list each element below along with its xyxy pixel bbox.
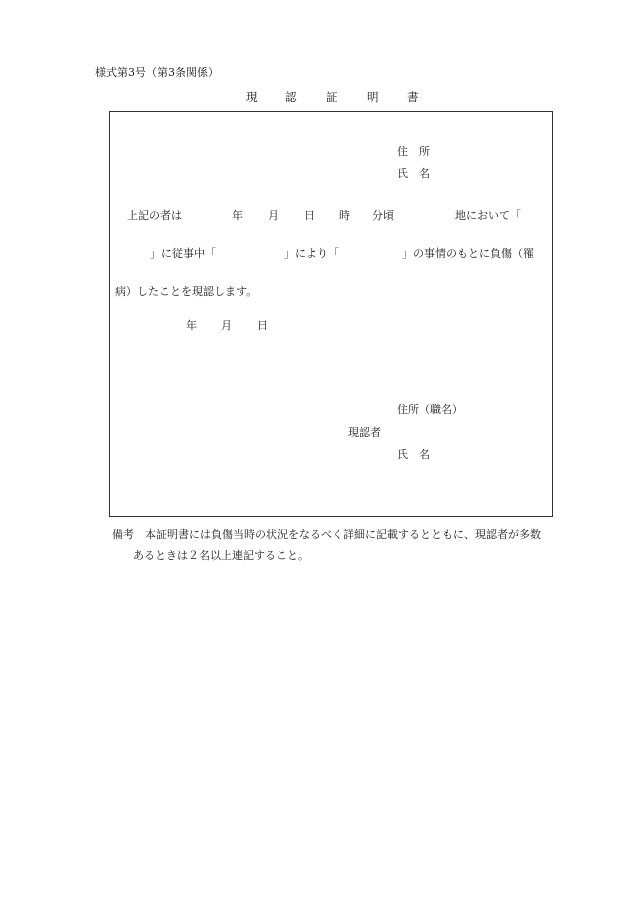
certificate-frame (109, 111, 553, 517)
body-hour: 時 (339, 209, 350, 222)
witness-address-label: 住所（職名） (397, 403, 463, 416)
body-line1-start: 上記の者は (127, 209, 182, 222)
body-occupation: 」に従事中「 (150, 247, 216, 260)
body-circumstance: 」の事情のもとに負傷（罹 (402, 247, 534, 260)
body-day: 日 (304, 209, 315, 222)
title-char: 書 (407, 90, 419, 104)
witness-name-label: 氏 名 (397, 448, 430, 461)
subject-name-label: 氏 名 (397, 167, 430, 180)
body-month: 月 (268, 209, 279, 222)
title-char: 証 (326, 90, 338, 104)
title-char: 現 (246, 90, 258, 104)
date-month: 月 (221, 319, 232, 332)
body-line3: 病）したことを現認します。 (115, 285, 258, 298)
date-year: 年 (186, 319, 197, 332)
date-day: 日 (257, 319, 268, 332)
body-year: 年 (232, 209, 243, 222)
title-char: 認 (285, 90, 297, 104)
remarks-line1: 備考 本証明書には負傷当時の状況をなるべく詳細に記載するとともに、現認者が多数 (112, 528, 541, 541)
body-place-suffix: 地において「 (455, 209, 521, 222)
form-label: 様式第3号（第3条関係） (95, 66, 219, 79)
body-minute: 分頃 (372, 209, 394, 222)
subject-address-label: 住 所 (397, 145, 430, 158)
remarks-line2: あるときは２名以上連記すること。 (133, 549, 309, 562)
body-cause: 」により「 (284, 247, 339, 260)
witness-role-label: 現認者 (348, 426, 381, 439)
title-char: 明 (367, 90, 379, 104)
